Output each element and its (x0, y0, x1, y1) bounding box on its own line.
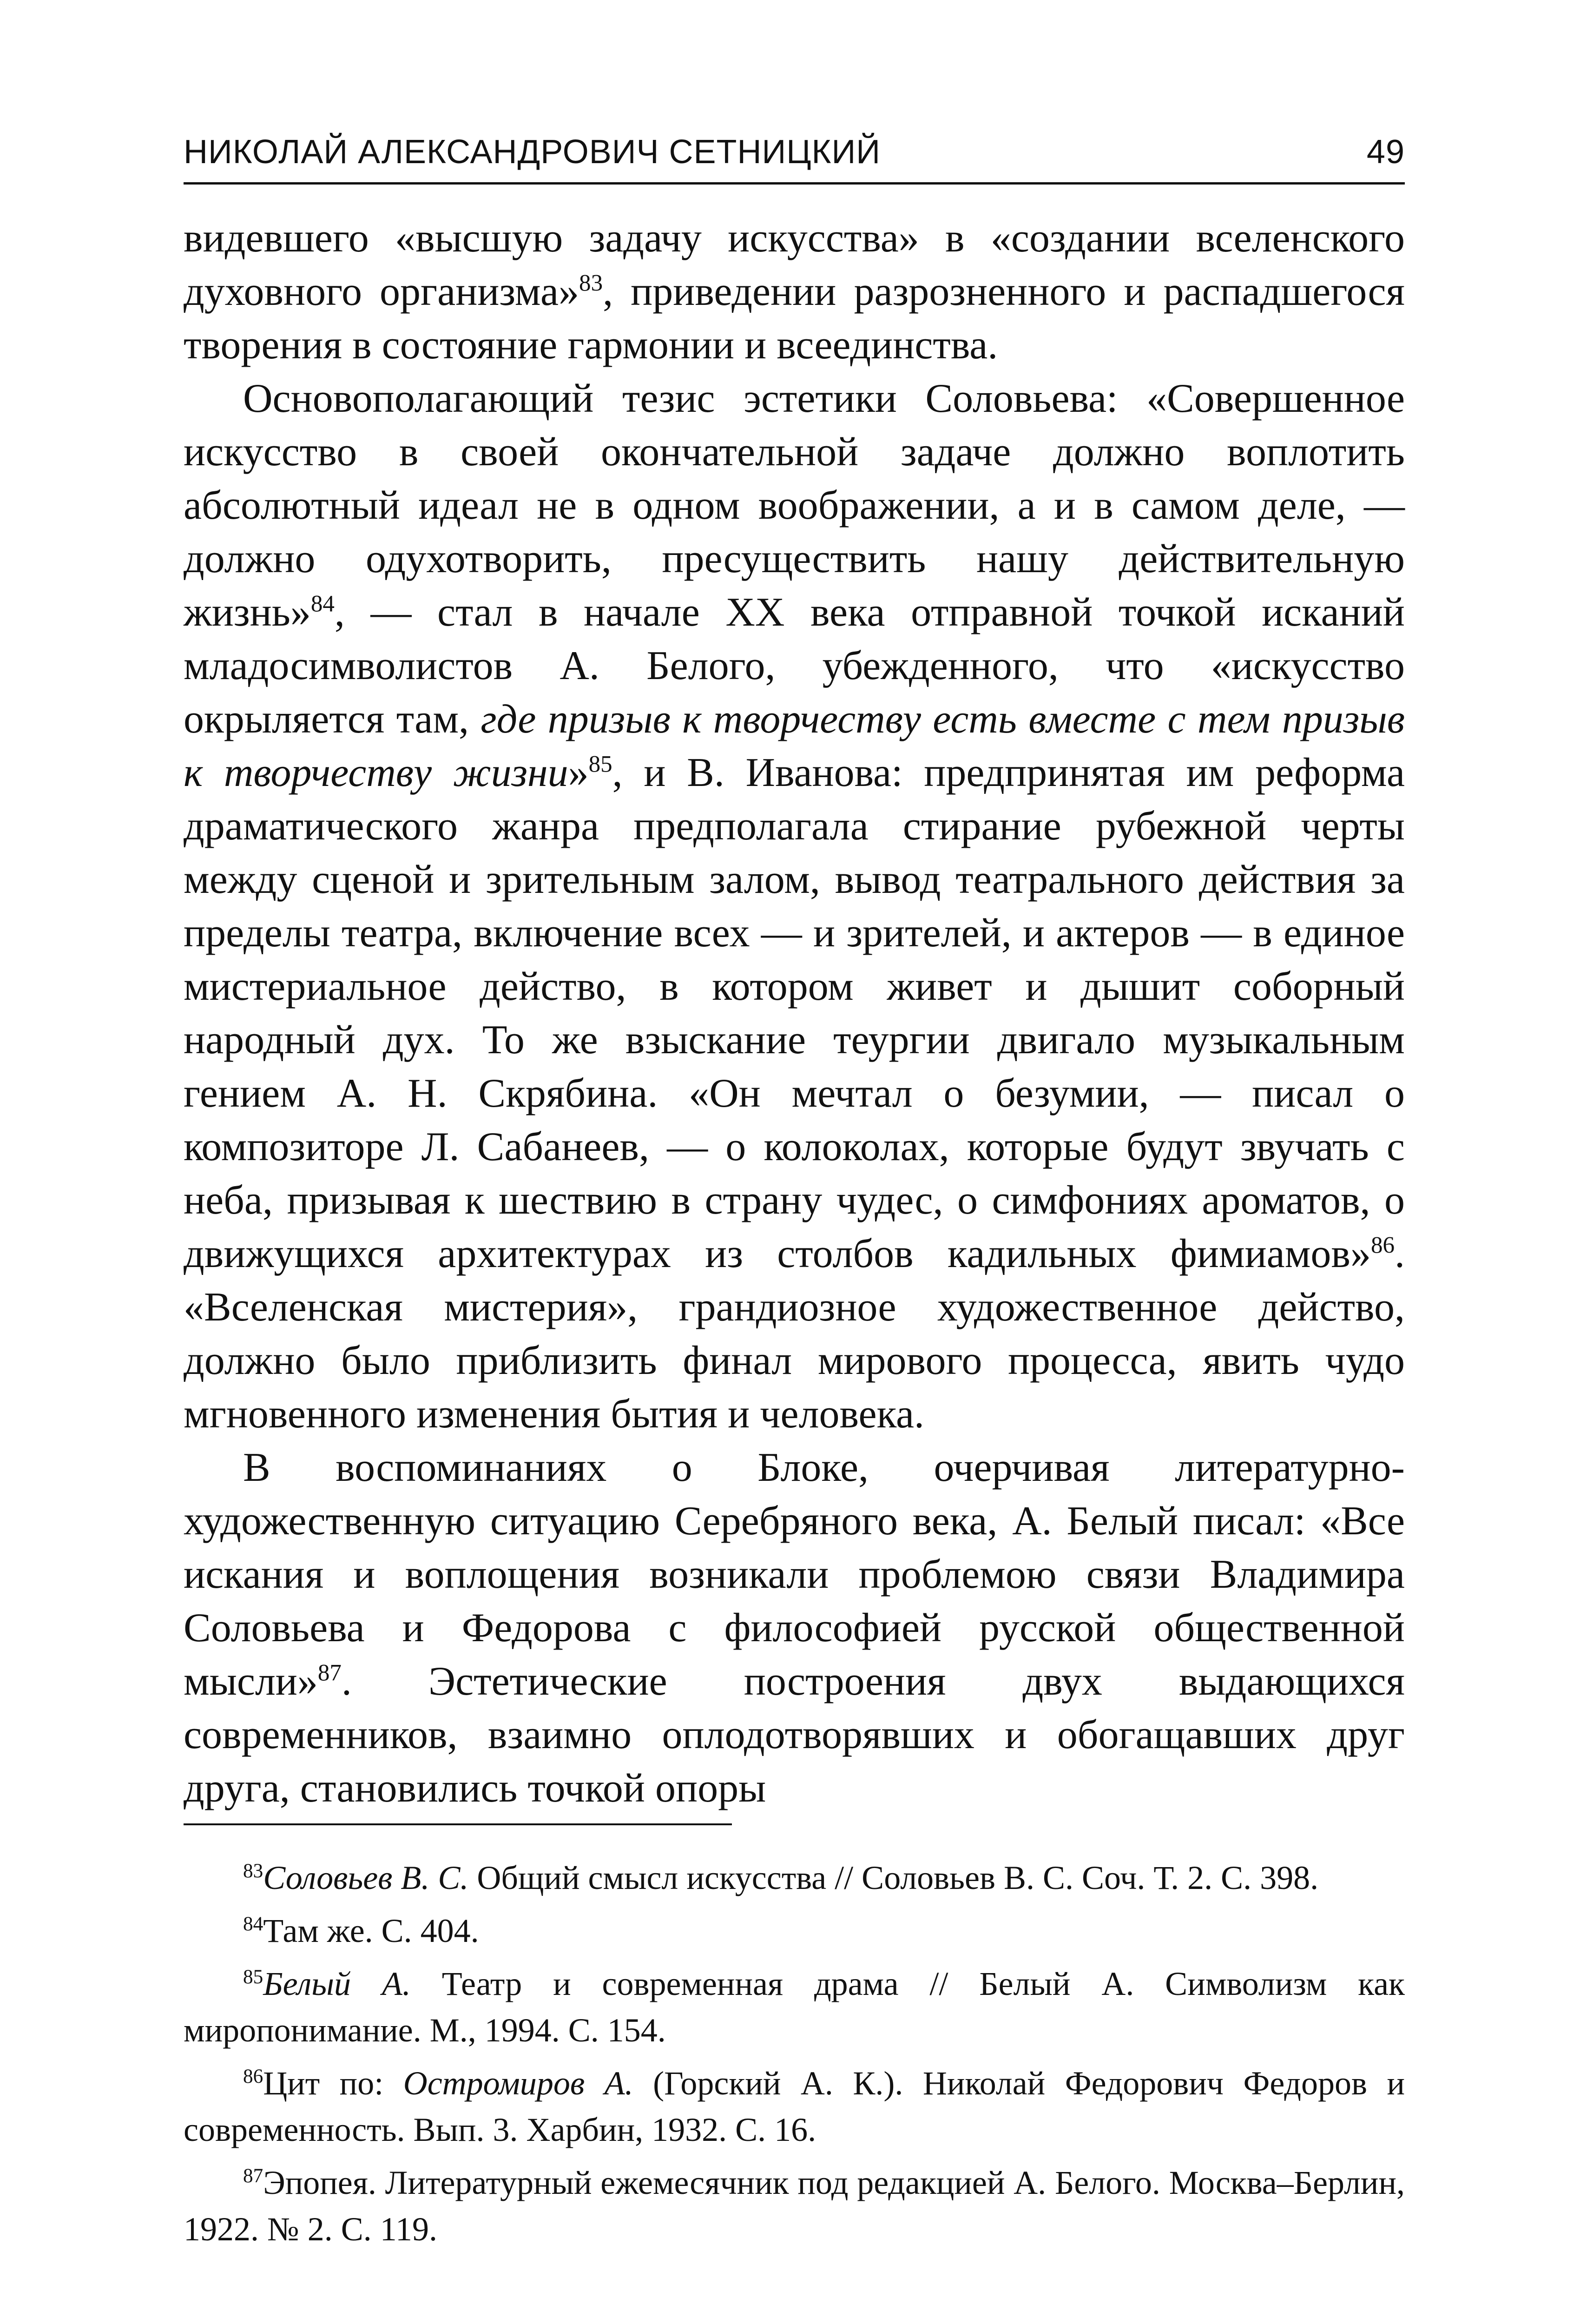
footnote-text: Там же. С. 404. (263, 1912, 479, 1949)
footnote-ref-85[interactable]: 85 (588, 751, 612, 778)
paragraph-1-text: видевшего «высшую задачу искусства» в «создании вселенского духовного организма» (184, 216, 1405, 314)
footnote-separator (184, 1823, 732, 1825)
footnote-number: 84 (243, 1913, 263, 1935)
footnote-text: Эпопея. Литературный ежемесячник под редакцией А. Белого. Москва–Берлин, 1922. № 2. С. 119. (184, 2164, 1405, 2248)
footnote-ref-84[interactable]: 84 (310, 591, 335, 617)
footnotes (184, 1855, 1405, 2259)
paragraph-3-text-b: . Эстетические построения двух выдающихся современников, взаимно оплодотворявших и обогащавших друг друга, становились точкой опоры (184, 1659, 1405, 1811)
page-number: 49 (1366, 133, 1405, 171)
paragraph-2-text-e: . «Вселенская мистерия», грандиозное художественное действо, должно было приблизить финал мирового процесса, явить чудо мгновенного изменения бытия и человека. (184, 1231, 1405, 1437)
footnote-85 (184, 1961, 1405, 2053)
main-text (184, 211, 1405, 1815)
footnote-text: Общий смысл искусства // Соловьев В. С. Соч. Т. 2. С. 398. (468, 1859, 1319, 1896)
paragraph-2-italic-quote: где призыв к творчеству есть вместе с тем призыв к творчеству жизни (184, 697, 1405, 795)
footnote-ref-87[interactable]: 87 (317, 1660, 342, 1686)
footnote-author: Белый А. (263, 1965, 411, 2002)
running-head (184, 120, 1405, 171)
paragraph-2-text-d: , и В. Иванова: предпринятая им реформа драматического жанра предполагала стирание рубежной черты между сценой и зрительным залом, вывод театрального действия за пределы театра, включение всех — и зрителей, и актеров — в единое мистериальное действо, в котором живет и дышит соборный народный дух. То же взыскание теургии двигало музыкальным гением А. Н. Скрябина. «Он мечтал о безумии, — писал о композиторе Л. Сабанеев, — о колоколах, которые будут звучать с неба, призывая к шествию в страну чудес, о симфониях ароматов, о движущихся архитектурах из столбов кадильных фимиамов» (184, 750, 1405, 1276)
footnote-83 (184, 1855, 1405, 1901)
footnote-number: 86 (243, 2066, 263, 2087)
header-rule (184, 182, 1405, 185)
footnote-prefix: Цит по: (263, 2065, 403, 2102)
footnote-number: 87 (243, 2165, 263, 2187)
footnote-author: Соловьев В. С. (263, 1859, 469, 1896)
footnote-number: 83 (243, 1860, 263, 1882)
paragraph-2-text-b: , — стал в начале XX века отправной точкой исканий младосимволистов А. Белого, убежденного, что «искусство окрыляется там, (184, 590, 1405, 742)
paragraph-2-text-c: » (568, 750, 589, 795)
paragraph-2-text-a: Основополагающий тезис эстетики Соловьева: «Совершенное искусство в своей окончательной задаче должно воплотить абсолютный идеал не в одном воображении, а и в самом деле, — должно одухотворить, пресуществить нашу действительную жизнь» (184, 376, 1405, 635)
running-title: НИКОЛАЙ АЛЕКСАНДРОВИЧ СЕТНИЦКИЙ (184, 133, 881, 171)
footnote-86 (184, 2060, 1405, 2153)
paragraph-2 (184, 372, 1405, 1441)
footnote-author: Остромиров А. (403, 2065, 633, 2102)
footnote-87 (184, 2159, 1405, 2252)
footnote-84 (184, 1908, 1405, 1954)
footnote-ref-83[interactable]: 83 (579, 270, 603, 297)
paragraph-3 (184, 1441, 1405, 1815)
footnote-ref-86[interactable]: 86 (1370, 1232, 1395, 1259)
footnote-text: Театр и современная драма // Белый А. Символизм как миропонимание. М., 1994. С. 154. (184, 1965, 1405, 2049)
paragraph-1-tail: , приведении разрозненного и распадшегося творения в состояние гармонии и всеединства. (184, 269, 1405, 368)
paragraph-1 (184, 211, 1405, 372)
footnote-number: 85 (243, 1966, 263, 1988)
paragraph-3-text-a: В воспоминаниях о Блоке, очерчивая литературно-художественную ситуацию Серебряного века, А. Белый писал: «Все искания и воплощения возникали проблемою связи Владимира Соловьева и Федорова с философией русской общественной мысли» (184, 1445, 1405, 1704)
footnote-text: (Горский А. К.). Николай Федорович Федоров и современность. Вып. 3. Харбин, 1932. С. 16. (184, 2065, 1405, 2148)
